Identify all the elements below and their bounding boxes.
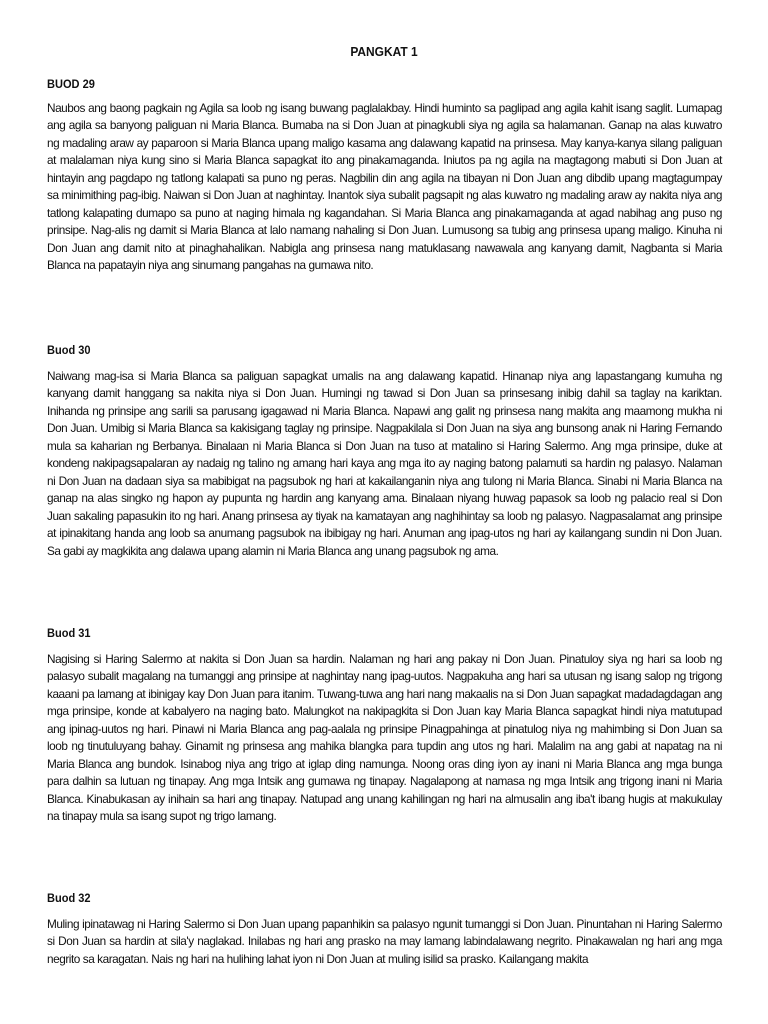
section-body-buod-29: Naubos ang baong pagkain ng Agila sa loob ng isang buwang paglalakbay. Hindi huminto sa paglipad ang agila kahit isang saglit. Lumapag ang agila sa banyong paliguan ni Maria Blanca. Bumaba na si Don Juan at pinagkubli siya ng agila sa halamanan. Ganap na alas kuwatro ng madaling araw ay paparoon si Maria Blanca upang maligo kasama ang dalawang kapatid na prinsesa. May kanya-kanya silang paliguan at malalaman niya kung sino si Maria Blanca sapagkat ito ang pinakamaganda. Iniutos pa ng agila na magtagong mabuti si Don Juan at hintayin ang pagdapo ng tatlong kalapati sa puno ng peras. Nagbilin din ang agila na tibayan ni Don Juan ang dibdib upang magtagumpay sa minimithing pag-ibig. Naiwan si Don Juan at naghintay. Inantok siya subalit pagsapit ng alas kuwatro ng madaling araw ay nakita niya ang tatlong kalapating dumapo sa puno at naging himala ng kagandahan. Si Maria Blanca ang pinakamaganda at agad nabihag ang puso ng prinsipe. Nag-alis ng damit si Maria Blanca at lalo namang nahaling si Don Juan. Lumusong sa tubig ang prinsesa upang maligo. Kinuha ni Don Juan ang damit nito at pinaghahalikan. Nabigla ang prinsesa nang matuklasang nawawala ang kanyang damit, Nagbanta si Maria Blanca na papatayin niya ang sinumang pangahas na gumawa nito. xyxy=(47,101,722,273)
section-heading-buod-31: Buod 31 xyxy=(47,626,91,640)
section-body-buod-31: Nagising si Haring Salermo at nakita si Don Juan sa hardin. Nalaman ng hari ang pakay ni Don Juan. Pinatuloy siya ng hari sa loob ng palasyo subalit magalang na tumanggi ang prinsipe at naghintay nang ipag-uutos. Nagpakuha ang hari sa utusan ng isang salop ng trigong kaaani pa lamang at ibinigay kay Don Juan para itanim. Tuwang-tuwa ang hari nang makaalis na si Don Juan sapagkat madadagdagan ang mga prinsipe, konde at kabalyero na naging bato. Malungkot na nakipagkita si Don Juan kay Maria Blanca sapagkat hindi niya matutupad ang ipinag-uutos ng hari. Pinawi ni Maria Blanca ang pag-aalala ng prinsipe Pinagpahinga at pinatulog niya ng mahimbing si Don Juan sa loob ng tinutuluyang bahay. Ginamit ng prinsesa ang mahika blangka para tupdin ang utos ng hari. Malalim na ang gabi at napatag na ni Maria Blanca ang bundok. Isinabog niya ang trigo at iglap ding namunga. Noong oras ding iyon ay inani ni Maria Blanca ang mga bunga para dalhin sa lutuan ng tinapay. Ang mga Intsik ang gumawa ng tinapay. Nagalapong at namasa ng mga Intsik ang trigong inani ni Maria Blanca. Kinabukasan ay inihain sa hari ang tinapay. Natupad ang unang kahilingan ng hari na almusalin ang iba't ibang hugis at makukulay na tinapay mula sa isang supot ng trigo lamang. xyxy=(47,652,722,824)
section-body-buod-32: Muling ipinatawag ni Haring Salermo si Don Juan upang papanhikin sa palasyo ngunit tumanggi si Don Juan. Pinuntahan ni Haring Salermo si Don Juan sa hardin at sila'y naglakad. Inilabas ng hari ang prasko na may lamang labindalawang negrito. Pinakawalan ng hari ang mga negrito sa karagatan. Nais ng hari na hulihing lahat iyon ni Don Juan at muling isilid sa prasko. Kailangang makita xyxy=(47,917,722,966)
document-title: PANGKAT 1 xyxy=(350,44,418,59)
section-heading-buod-29: BUOD 29 xyxy=(47,77,95,91)
section-body-buod-30: Naiwang mag-isa si Maria Blanca sa paliguan sapagkat umalis na ang dalawang kapatid. Hinanap niya ang lapastangang kumuha ng kanyang damit hanggang sa nakita niya si Don Juan. Humingi ng tawad si Don Juan sa prinsesang inibig dahil sa taglay na kariktan. Inihanda ng prinsipe ang sarili sa parusang igagawad ni Maria Blanca. Napawi ang galit ng prinsesa nang makita ang maamong mukha ni Don Juan. Umibig si Maria Blanca sa kakisigang taglay ng prinsipe. Nagpakilala si Don Juan na siya ang bunsong anak ni Haring Fernando mula sa kaharian ng Berbanya. Binalaan ni Maria Blanca si Don Juan na tuso at matalino si Haring Salermo. Ang mga prinsipe, duke at kondeng nakipagsapalaran ay nadaig ng talino ng amang hari kaya ang mga ito ay naging batong palamuti sa hardin ng palasyo. Nalaman ni Don Juan na dadaan siya sa mabibigat na pagsubok ng hari at kakailanganin niya ang tulong ni Maria Blanca. Sinabi ni Maria Blanca na ganap na alas singko ng hapon ay pupunta ng hardin ang kanyang ama. Binalaan niyang huwag papasok sa loob ng palacio real si Don Juan sakaling papasukin ito ng hari. Anang prinsesa ay tiyak na kamatayan ang naghihintay sa loob ng palasyo. Nagpasalamat ang prinsipe at ipinakitang handa ang loob sa anumang pagsubok na ibibigay ng hari. Anuman ang ipag-utos ng hari ay kailangang sundin ni Don Juan. Sa gabi ay magkikita ang dalawa upang alamin ni Maria Blanca ang unang pagsubok ng ama. xyxy=(47,369,722,558)
section-heading-buod-32: Buod 32 xyxy=(47,891,91,905)
section-heading-buod-30: Buod 30 xyxy=(47,343,91,357)
